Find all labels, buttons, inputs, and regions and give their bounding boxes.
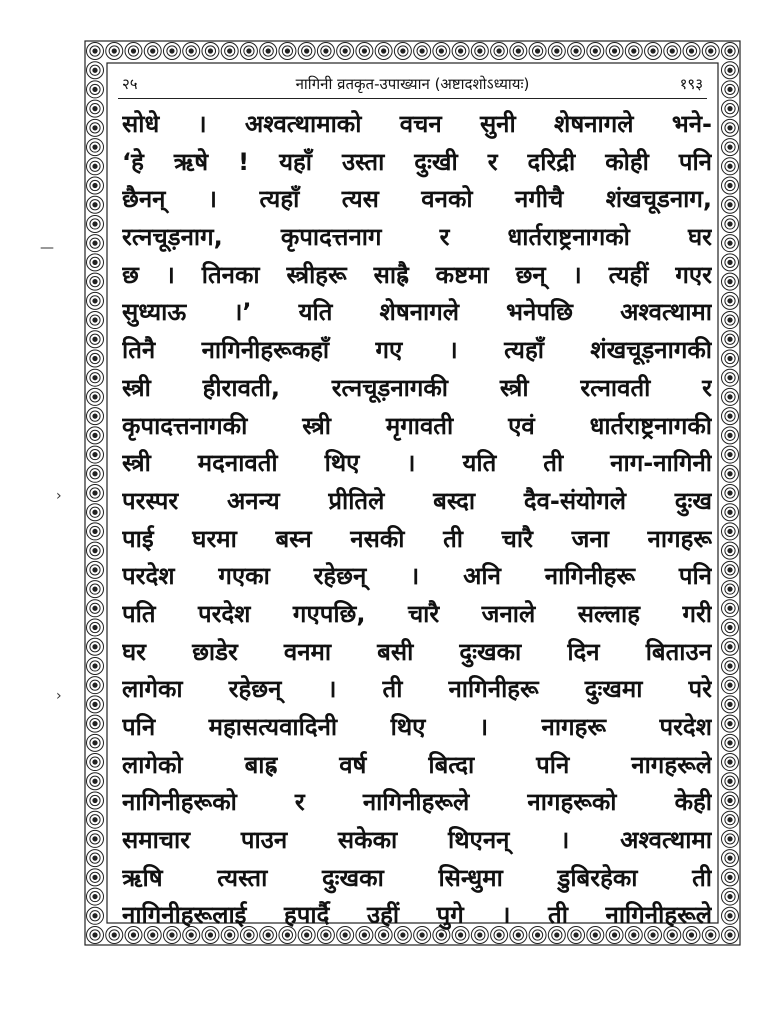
border-ring xyxy=(93,856,97,860)
border-ring xyxy=(93,395,97,399)
border-ring xyxy=(728,568,732,572)
border-ring xyxy=(324,49,328,53)
border-ring xyxy=(728,529,732,533)
border-ring xyxy=(401,49,405,53)
border-ring xyxy=(93,818,97,822)
border-ring xyxy=(728,779,732,783)
border-ring xyxy=(689,49,693,53)
border-ring xyxy=(593,49,597,53)
text-line: लागेका रहेछन् । ती नागिनीहरू दुःखमा परे xyxy=(122,675,712,704)
border-ring xyxy=(93,433,97,437)
text-line: पनि महासत्यवादिनी थिए । नागहरू परदेश xyxy=(122,713,712,741)
page-number: २५ xyxy=(122,75,138,93)
border-ring xyxy=(93,222,97,226)
border-ring xyxy=(728,87,732,91)
border-ring xyxy=(728,760,732,764)
border-ring xyxy=(170,49,174,53)
text-line: स्त्री मदनावती थिए । यति ती नाग-नागिनी xyxy=(122,449,712,478)
border-ring xyxy=(93,606,97,610)
margin-mark: › xyxy=(56,688,62,704)
border-ring xyxy=(93,183,97,187)
border-ring xyxy=(728,376,732,380)
border-ring xyxy=(728,837,732,841)
border-ring xyxy=(670,49,674,53)
folio-number: १९३ xyxy=(679,75,703,93)
border-ring xyxy=(728,107,732,111)
border-ring xyxy=(651,49,655,53)
border-ring xyxy=(439,49,443,53)
chapter-title: नागिनी व्रतकृत-उपाख्यान (अष्टादशोऽध्यायः) xyxy=(295,75,530,93)
border-ring xyxy=(343,49,347,53)
border-ring xyxy=(728,183,732,187)
border-ring xyxy=(555,49,559,53)
text-line: नागिनीहरूको र नागिनीहरूले नागहरूको केही xyxy=(122,788,712,817)
border-ring xyxy=(728,260,732,264)
border-ring xyxy=(93,625,97,629)
border-ring xyxy=(728,414,732,418)
border-ring xyxy=(535,49,539,53)
border-ring xyxy=(728,606,732,610)
border-ring xyxy=(93,549,97,553)
text-line: सुध्याऊ ।’ यति शेषनागले भनेपछि अश्वत्थामा xyxy=(122,298,712,327)
border-ring xyxy=(93,472,97,476)
border-ring xyxy=(728,472,732,476)
border-ring xyxy=(189,49,193,53)
border-ring xyxy=(151,49,155,53)
border-ring xyxy=(93,510,97,514)
border-ring xyxy=(728,337,732,341)
text-line: घर छाडेर वनमा बसी दुःखका दिन बिताउन xyxy=(122,637,712,666)
border-ring xyxy=(728,203,732,207)
border-ring xyxy=(728,894,732,898)
border-ring xyxy=(93,107,97,111)
border-ring xyxy=(728,164,732,168)
border-ring xyxy=(728,452,732,456)
border-ring xyxy=(93,241,97,245)
border-ring xyxy=(93,568,97,572)
margin-mark: › xyxy=(56,488,62,504)
text-line: पाई घरमा बस्न नसकी ती चारै जना नागहरू xyxy=(122,524,712,553)
text-line: स्त्री हीरावती, रत्नचूड़नागकी स्त्री रत्नावती र xyxy=(122,373,712,402)
border-ring xyxy=(574,49,578,53)
border-ring xyxy=(728,395,732,399)
text-line: छ । तिनका स्त्रीहरू साह्रै कष्टमा छन् । त्यहीं गएर xyxy=(122,260,712,289)
text-line: कृपादत्तनागकी स्त्री मृगावती एवं धार्तराष्ट्रनागकी xyxy=(122,411,712,440)
border-ring xyxy=(728,664,732,668)
border-ring xyxy=(131,49,135,53)
border-ring xyxy=(93,741,97,745)
border-ring xyxy=(728,856,732,860)
border-ring xyxy=(93,702,97,706)
border-ring xyxy=(728,491,732,495)
text-line: परस्पर अनन्य प्रीतिले बस्दा दैव-संयोगले दुःख xyxy=(122,486,712,515)
border-ring xyxy=(93,337,97,341)
border-ring xyxy=(478,49,482,53)
border-ring xyxy=(112,933,116,937)
border-ring xyxy=(93,760,97,764)
text-line: परदेश गएका रहेछन् । अनि नागिनीहरू पनि xyxy=(122,562,712,591)
text-line: छैनन् । त्यहाँ त्यस वनको नगीचै शंखचूडनाग, xyxy=(122,185,712,214)
border-ring xyxy=(93,529,97,533)
border-ring xyxy=(93,68,97,72)
border-ring xyxy=(728,222,732,226)
running-header xyxy=(118,68,707,99)
text-line: पति परदेश गएपछि, चारै जनाले सल्लाह गरी xyxy=(122,599,712,628)
border-ring xyxy=(93,798,97,802)
border-ring xyxy=(728,68,732,72)
border-ring xyxy=(93,356,97,360)
border-ring xyxy=(728,145,732,149)
border-ring xyxy=(93,894,97,898)
border-ring xyxy=(93,126,97,130)
border-ring xyxy=(93,452,97,456)
border-ring xyxy=(728,241,732,245)
border-ring xyxy=(247,49,251,53)
border-ring xyxy=(728,721,732,725)
border-ring xyxy=(728,510,732,514)
border-ring xyxy=(93,645,97,649)
border-ring xyxy=(728,625,732,629)
border-ring xyxy=(93,299,97,303)
text-line: ऋषि त्यस्ता दुःखका सिन्धुमा डुबिरहेका ती xyxy=(122,863,712,892)
border-ring xyxy=(228,49,232,53)
text-line: समाचार पाउन सकेका थिएनन् । अश्वत्थामा xyxy=(122,826,712,855)
border-ring xyxy=(93,203,97,207)
border-ring xyxy=(93,933,97,937)
border-ring xyxy=(728,645,732,649)
border-ring xyxy=(93,279,97,283)
border-ring xyxy=(93,664,97,668)
border-ring xyxy=(305,49,309,53)
border-ring xyxy=(93,779,97,783)
border-ring xyxy=(93,318,97,322)
border-ring xyxy=(728,299,732,303)
border-ring xyxy=(728,279,732,283)
border-ring xyxy=(93,721,97,725)
border-ring xyxy=(728,933,732,937)
border-ring xyxy=(93,376,97,380)
border-ring xyxy=(382,49,386,53)
border-ring xyxy=(728,356,732,360)
text-line: नागिनीहरूलाई हपार्दै उहीं पुगे । ती नागिनीहरूले xyxy=(122,901,712,930)
text-line: सोधे । अश्वत्थामाको वचन सुनी शेषनागले भने- xyxy=(122,110,712,138)
border-ring xyxy=(420,49,424,53)
border-ring xyxy=(516,49,520,53)
border-ring xyxy=(728,798,732,802)
border-ring xyxy=(93,145,97,149)
border-ring xyxy=(728,318,732,322)
border-ring xyxy=(728,433,732,437)
border-ring xyxy=(728,914,732,918)
text-line: रत्नचूड़नाग, कृपादत्तनाग र धार्तराष्ट्रनागको घर xyxy=(122,223,712,252)
border-ring xyxy=(93,49,97,53)
ornamental-frame xyxy=(84,40,741,946)
border-ring xyxy=(93,414,97,418)
border-ring xyxy=(728,818,732,822)
border-ring xyxy=(93,260,97,264)
border-ring xyxy=(728,549,732,553)
border-ring xyxy=(728,587,732,591)
border-ring xyxy=(93,587,97,591)
border-ring xyxy=(266,49,270,53)
text-line: ‘हे ऋषे ! यहाँ उस्ता दुःखी र दरिद्री कोही पनि xyxy=(122,147,712,176)
border-ring xyxy=(285,49,289,53)
border-ring xyxy=(728,49,732,53)
border-ring xyxy=(93,491,97,495)
border-ring xyxy=(93,837,97,841)
border-ring xyxy=(93,914,97,918)
border-ring xyxy=(93,875,97,879)
border-ring xyxy=(93,87,97,91)
border-ring xyxy=(612,49,616,53)
border-ring xyxy=(458,49,462,53)
border-ring xyxy=(709,49,713,53)
border-ring xyxy=(93,164,97,168)
border-ring xyxy=(497,49,501,53)
text-line: लागेको बाह्र वर्ष बित्दा पनि नागहरूले xyxy=(122,750,712,779)
margin-mark: — xyxy=(40,240,54,256)
border-ring xyxy=(208,49,212,53)
border-ring xyxy=(728,683,732,687)
border-ring xyxy=(728,875,732,879)
border-ring xyxy=(632,49,636,53)
border-ring xyxy=(728,126,732,130)
border-ring xyxy=(93,683,97,687)
border-ring xyxy=(728,702,732,706)
body-text xyxy=(122,106,712,935)
border-ring xyxy=(728,741,732,745)
text-line: तिनै नागिनीहरूकहाँ गए । त्यहाँ शंखचूड़नागकी xyxy=(122,336,712,365)
border-ring xyxy=(112,49,116,53)
border-ring xyxy=(362,49,366,53)
